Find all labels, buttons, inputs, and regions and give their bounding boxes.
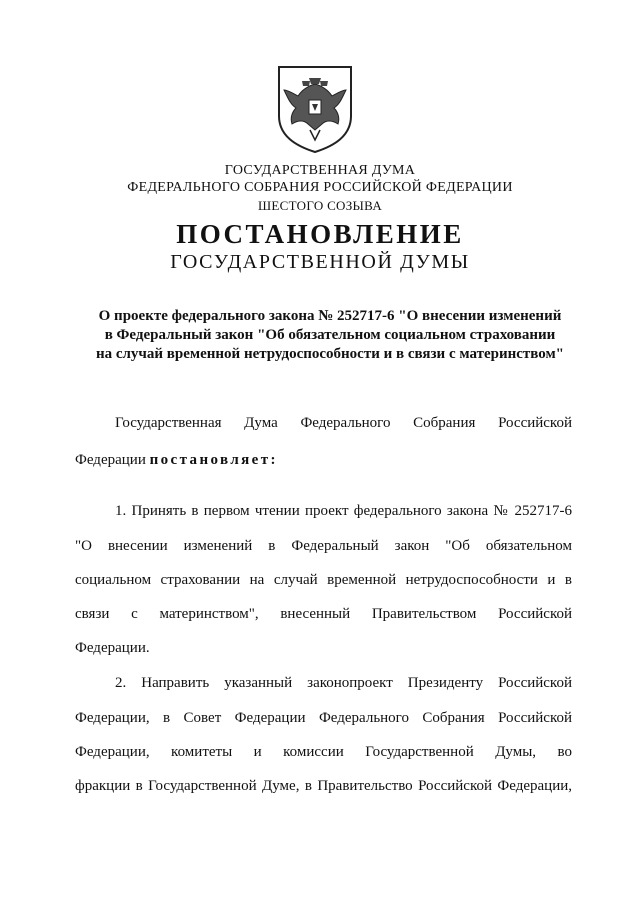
item1-line: социальном страховании на случай временной нетрудоспособности и в [75, 572, 572, 588]
subject-line: О проекте федерального закона № 252717-6 "О внесении изменений [98, 308, 562, 324]
item1-line: 1. Принять в первом чтении проект федерального закона № 252717-6 [115, 503, 572, 519]
item2-line: Федерации, в Совет Федерации Федерального Собрания Российской [75, 710, 572, 726]
header-line-federal-assembly: ФЕДЕРАЛЬНОГО СОБРАНИЯ РОССИЙСКОЙ ФЕДЕРАЦИИ [127, 180, 513, 195]
item1-line: связи с материнством", внесенный Правительством Российской [75, 606, 572, 622]
item2-line: Федерации, комитеты и комиссии Государственной Думы, во [75, 744, 572, 760]
item2-line: 2. Направить указанный законопроект Президенту Российской [115, 675, 572, 691]
subject-line: на случай временной нетрудоспособности и в связи с материнством" [95, 346, 565, 362]
item1-line: Федерации. [75, 640, 150, 656]
preamble-line [75, 451, 572, 469]
preamble-text: Федерации [75, 452, 150, 468]
header-line-duma: ГОСУДАРСТВЕННАЯ ДУМА [224, 163, 416, 178]
resolves-word: постановляет: [149, 452, 278, 468]
document-subtitle: ГОСУДАРСТВЕННОЙ ДУМЫ [170, 251, 470, 273]
document-title: ПОСТАНОВЛЕНИЕ [176, 219, 464, 249]
subject-line: в Федеральный закон "Об обязательном социальном страховании [104, 327, 556, 343]
item2-line: фракции в Государственной Думе, в Правительство Российской Федерации, [75, 778, 572, 794]
coat-of-arms-emblem-icon [276, 64, 354, 154]
header-line-convocation: ШЕСТОГО СОЗЫВА [257, 198, 383, 213]
item1-line: "О внесении изменений в Федеральный закон "Об обязательном [75, 538, 572, 554]
preamble-line: Государственная Дума Федерального Собрания Российской [115, 415, 572, 431]
